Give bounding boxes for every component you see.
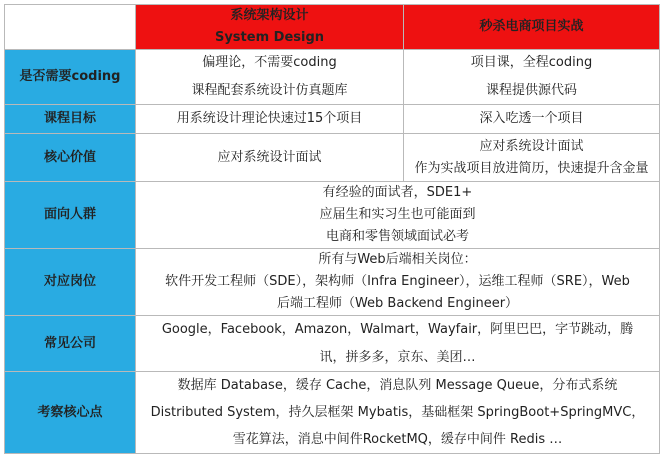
row-label-value: 核心价值 [5,134,136,182]
cell-line: Distributed System，持久层框架 Mybatis，基础框架 SpringBoot+SpringMVC， [150,404,645,420]
header-system-design [136,5,404,50]
comparison-table-container [4,4,660,454]
cell-line: 电商和零售领域面试必考 [325,229,469,244]
row-topics [5,372,660,454]
cell-goal-project: 深入吃透一个项目 [404,105,660,134]
cell-line: 偏理论，不需要coding [202,55,337,70]
row-label-goal: 课程目标 [5,105,136,134]
header-system-design-title: 系统架构设计 [230,8,309,23]
comparison-table [4,4,660,454]
row-label-companies: 常见公司 [5,316,136,372]
row-companies [5,316,660,372]
cell-line: 项目课，全程coding [470,55,593,70]
row-label-topics: 考察核心点 [5,372,136,454]
cell-line: 所有与Web后端相关岗位： [318,252,477,267]
cell-line: 课程提供源代码 [485,83,577,98]
cell-line: 数据库 Database，缓存 Cache，消息队列 Message Queue，分布式系统 [177,377,618,393]
cell-line: 雪花算法，消息中间件RocketMQ，缓存中间件 Redis … [232,431,563,447]
cell-line: 应对系统设计面试 [479,138,584,154]
cell-topics [136,372,660,454]
cell-line: 讯，拼多多，京东、美团… [319,349,476,365]
header-row [5,5,660,50]
cell-audience [136,182,660,249]
header-flash-sale-project: 秒杀电商项目实战 [404,5,660,50]
header-system-design-subtitle: System Design [214,30,325,45]
empty-corner-cell [5,5,136,50]
cell-line: 软件开发工程师（SDE），架构师（Infra Engineer），运维工程师（SRE），Web [165,274,630,289]
row-positions [5,249,660,316]
cell-companies [136,316,660,372]
cell-value-system-design: 应对系统设计面试 [136,134,404,182]
row-coding [5,50,660,105]
cell-line: 课程配套系统设计仿真题库 [191,83,348,98]
row-label-audience: 面向人群 [5,182,136,249]
cell-coding-project [404,50,660,105]
row-value [5,134,660,182]
row-label-coding: 是否需要coding [5,50,136,105]
cell-positions [136,249,660,316]
cell-line: 后端工程师（Web Backend Engineer） [276,296,519,311]
cell-line: Google，Facebook，Amazon，Walmart，Wayfair，阿里巴巴，字节跳动，腾 [161,321,634,337]
row-label-positions: 对应岗位 [5,249,136,316]
row-audience [5,182,660,249]
cell-line: 应届生和实习生也可能面到 [319,207,476,222]
cell-line: 作为实战项目放进简历，快速提升含金量 [414,160,649,176]
cell-goal-system-design: 用系统设计理论快速过15个项目 [136,105,404,134]
cell-line: 有经验的面试者，SDE1+ [322,185,473,200]
row-goal [5,105,660,134]
cell-coding-system-design [136,50,404,105]
cell-value-project [404,134,660,182]
